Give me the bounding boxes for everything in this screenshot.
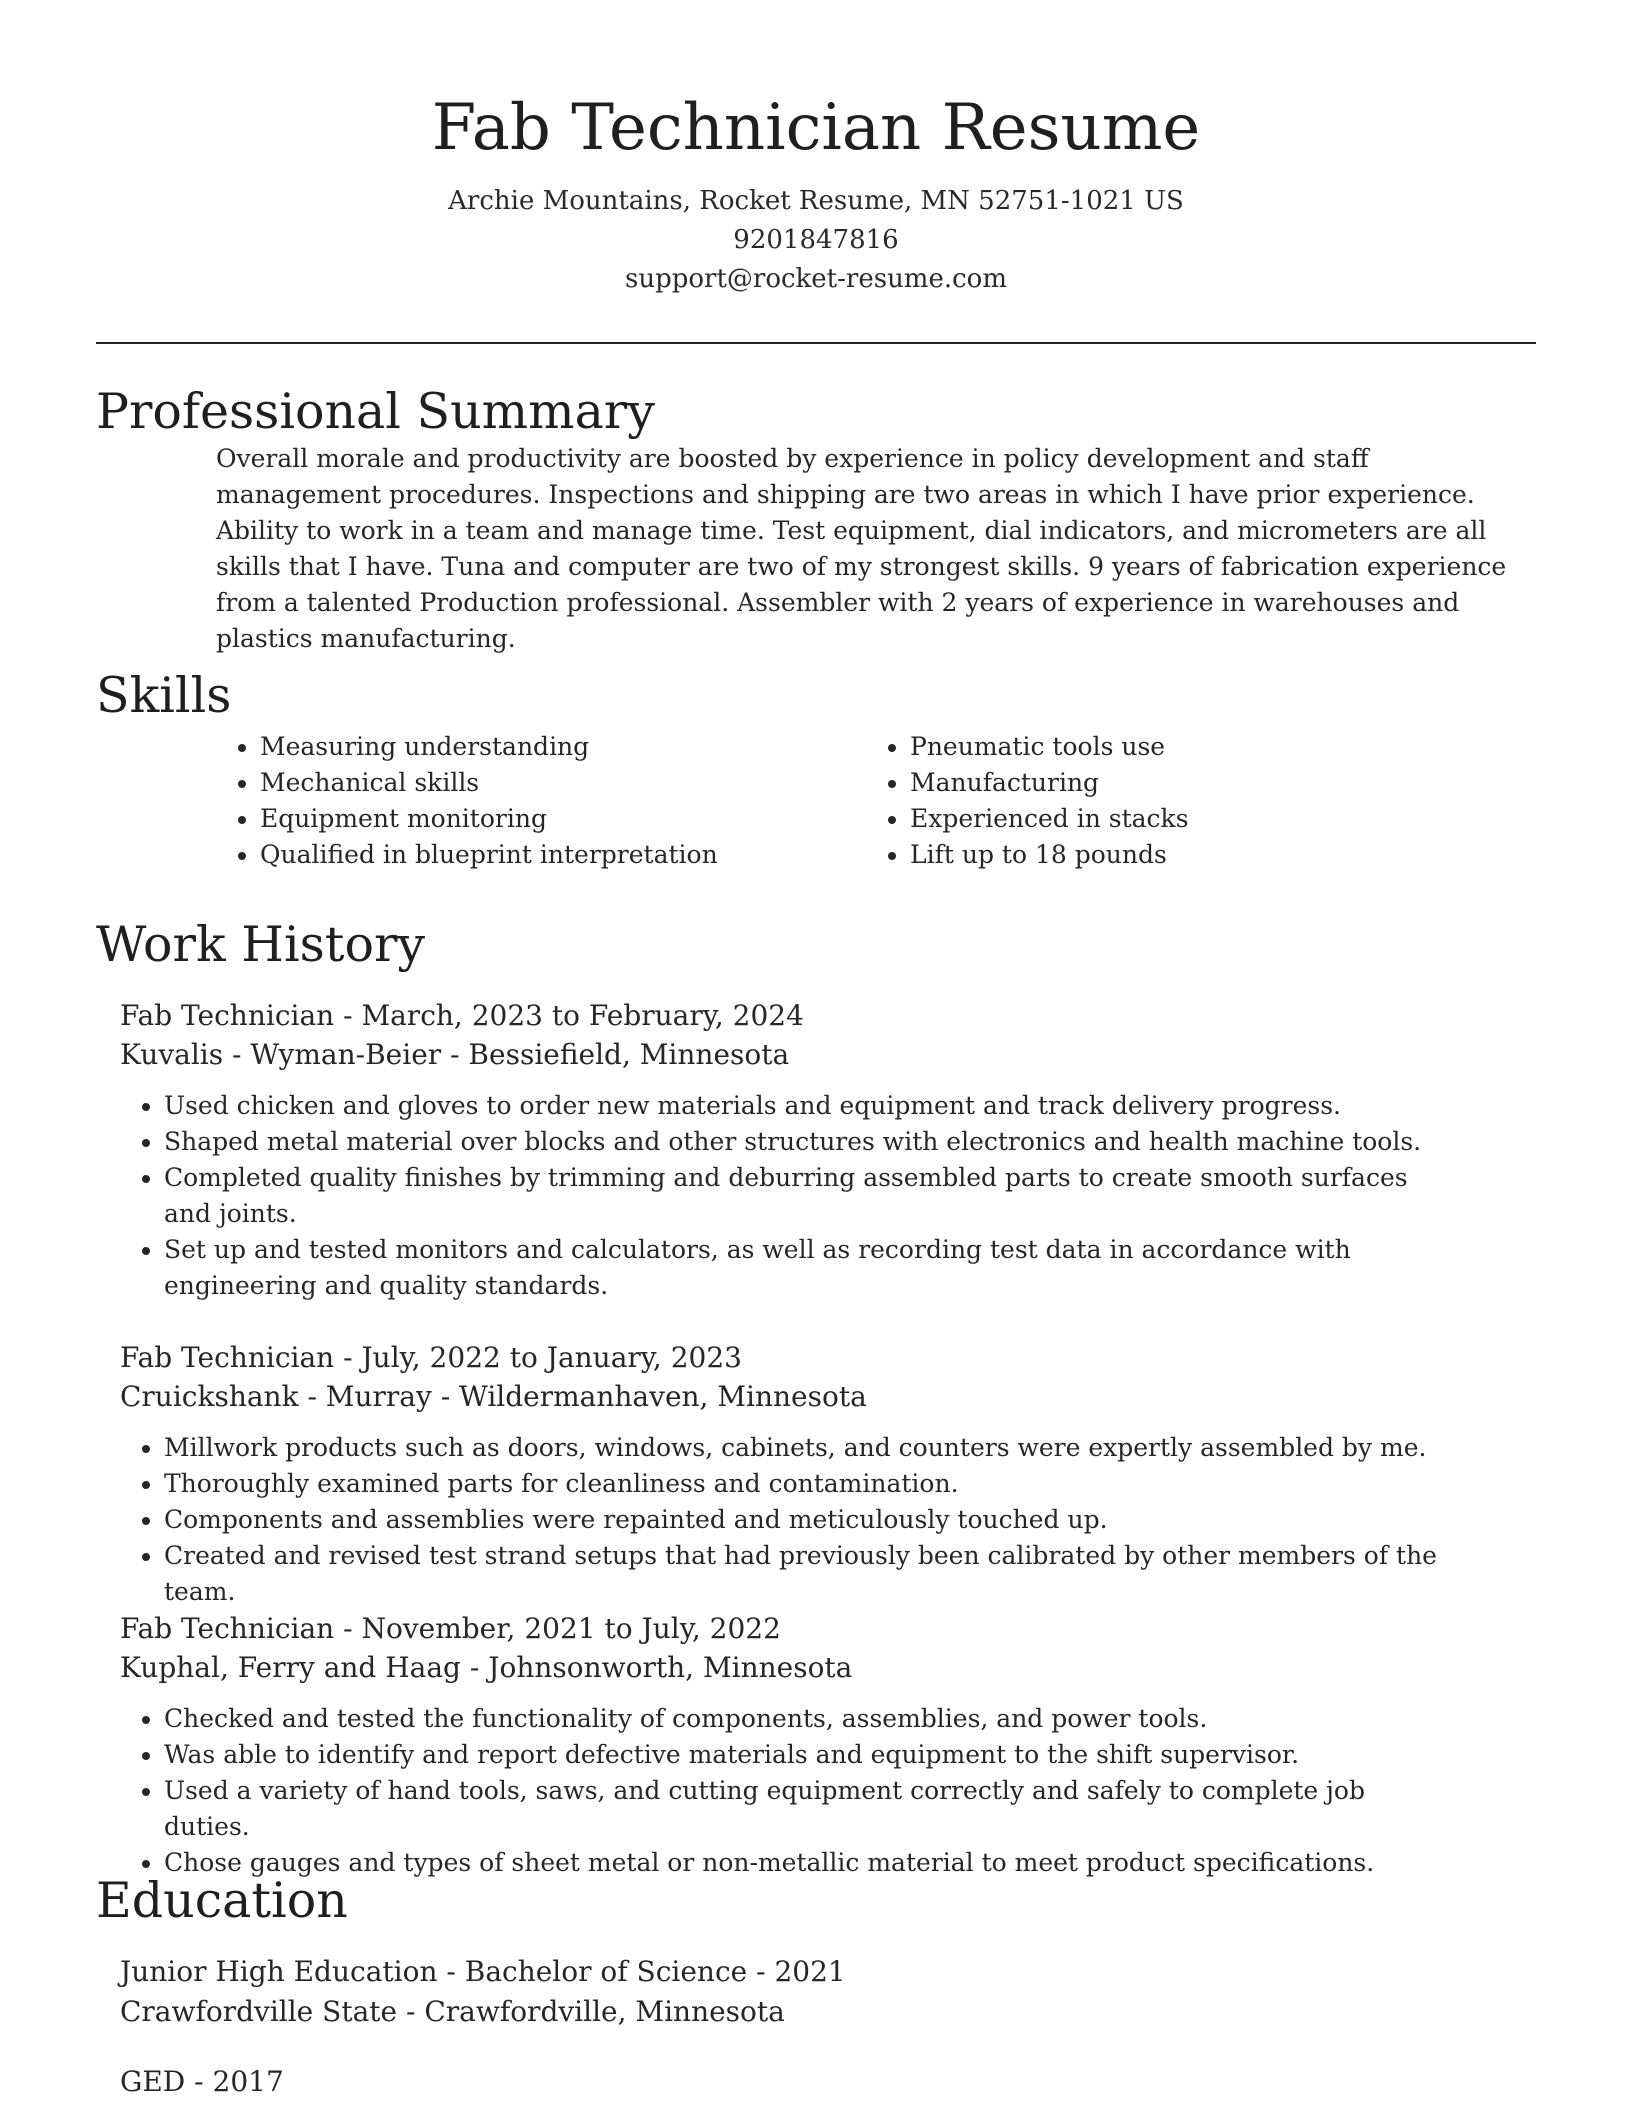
job-duty: • Checked and tested the functionality of components, assemblies, and power tools. (164, 1701, 1440, 1737)
summary-heading: Professional Summary (96, 383, 655, 440)
summary-text: Overall morale and productivity are boosted by experience in policy development and staff management procedures. Inspections and shipping are two areas in which I have prior experience. Ability to work in a team and manage time. Test equipment, dial indicators, and micrometers are all skills that I have. Tuna and computer are two of my strongest skills. 9 years of fabrication experience from a talented Production professional. Assembler with 2 years of experience in warehouses and plastics manufacturing. (216, 444, 1507, 653)
job-duty: • Millwork products such as doors, windows, cabinets, and counters were expertly assembled by me. (164, 1430, 1440, 1466)
skills-section (96, 665, 1536, 895)
skill-item: • Qualified in blueprint interpretation (260, 837, 866, 873)
job-entry (120, 996, 1440, 1304)
education-entry (120, 1952, 1440, 2032)
job-title: Fab Technician - November, 2021 to July, 2022 (120, 1612, 781, 1645)
email-text: support@rocket-resume.com (624, 264, 1007, 294)
contact-info (96, 182, 1536, 299)
job-duties (120, 1701, 1440, 1881)
job-duty: • Used chicken and gloves to order new materials and equipment and track delivery progress. (164, 1088, 1440, 1124)
skill-item: • Mechanical skills (260, 765, 866, 801)
page-title: Fab Technician Resume (431, 91, 1201, 165)
education-section (96, 1870, 1536, 1932)
phone-text: 9201847816 (733, 225, 899, 255)
job-employer: Kuvalis - Wyman-Beier - Bessiefield, Minnesota (120, 1038, 790, 1071)
job-duty: • Components and assemblies were repainted and meticulously touched up. (164, 1502, 1440, 1538)
education-degree: GED - 2017 (120, 2065, 284, 2098)
skill-item: • Equipment monitoring (260, 801, 866, 837)
job-employer: Kuphal, Ferry and Haag - Johnsonworth, Minnesota (120, 1651, 853, 1684)
education-heading: Education (96, 1872, 348, 1929)
job-title: Fab Technician - March, 2023 to February, 2024 (120, 999, 804, 1032)
job-duty: • Used a variety of hand tools, saws, and cutting equipment correctly and safely to complete job duties. (164, 1773, 1440, 1845)
summary-section (96, 381, 1536, 651)
education-degree: Junior High Education - Bachelor of Science - 2021 (120, 1955, 846, 1988)
skills-heading: Skills (96, 667, 232, 724)
resume-header (96, 86, 1536, 299)
job-employer: Cruickshank - Murray - Wildermanhaven, Minnesota (120, 1380, 867, 1413)
address-text: Archie Mountains, Rocket Resume, MN 52751-1021 US (448, 186, 1184, 216)
skill-item: • Pneumatic tools use (910, 729, 1516, 765)
job-duty: • Shaped metal material over blocks and other structures with electronics and health machine tools. (164, 1124, 1440, 1160)
header-divider (96, 342, 1536, 344)
skill-item: • Lift up to 18 pounds (910, 837, 1516, 873)
skill-item: • Measuring understanding (260, 729, 866, 765)
skills-column-right (866, 729, 1516, 873)
job-duties (120, 1430, 1440, 1610)
job-duty: • Chose gauges and types of sheet metal or non-metallic material to meet product specifications. (164, 1845, 1440, 1881)
job-duty: • Set up and tested monitors and calculators, as well as recording test data in accordance with engineering and quality standards. (164, 1232, 1440, 1304)
skills-column-left (216, 729, 866, 873)
job-duty: • Thoroughly examined parts for cleanliness and contamination. (164, 1466, 1440, 1502)
job-title: Fab Technician - July, 2022 to January, 2023 (120, 1341, 742, 1374)
job-entry (120, 1609, 1440, 1881)
skill-item: • Manufacturing (910, 765, 1516, 801)
work-history-section (96, 914, 1536, 976)
education-school: Crawfordville State - Crawfordville, Minnesota (120, 1995, 785, 2028)
skills-list (216, 729, 1536, 873)
work-history-heading: Work History (96, 916, 426, 973)
job-entry (120, 1338, 1440, 1610)
education-entry (120, 2062, 1440, 2102)
job-duty: • Created and revised test strand setups that had previously been calibrated by other members of the team. (164, 1538, 1440, 1610)
skill-item: • Experienced in stacks (910, 801, 1516, 837)
job-duty: • Completed quality finishes by trimming and deburring assembled parts to create smooth surfaces and joints. (164, 1160, 1440, 1232)
job-duties (120, 1088, 1440, 1304)
job-duty: • Was able to identify and report defective materials and equipment to the shift supervisor. (164, 1737, 1440, 1773)
